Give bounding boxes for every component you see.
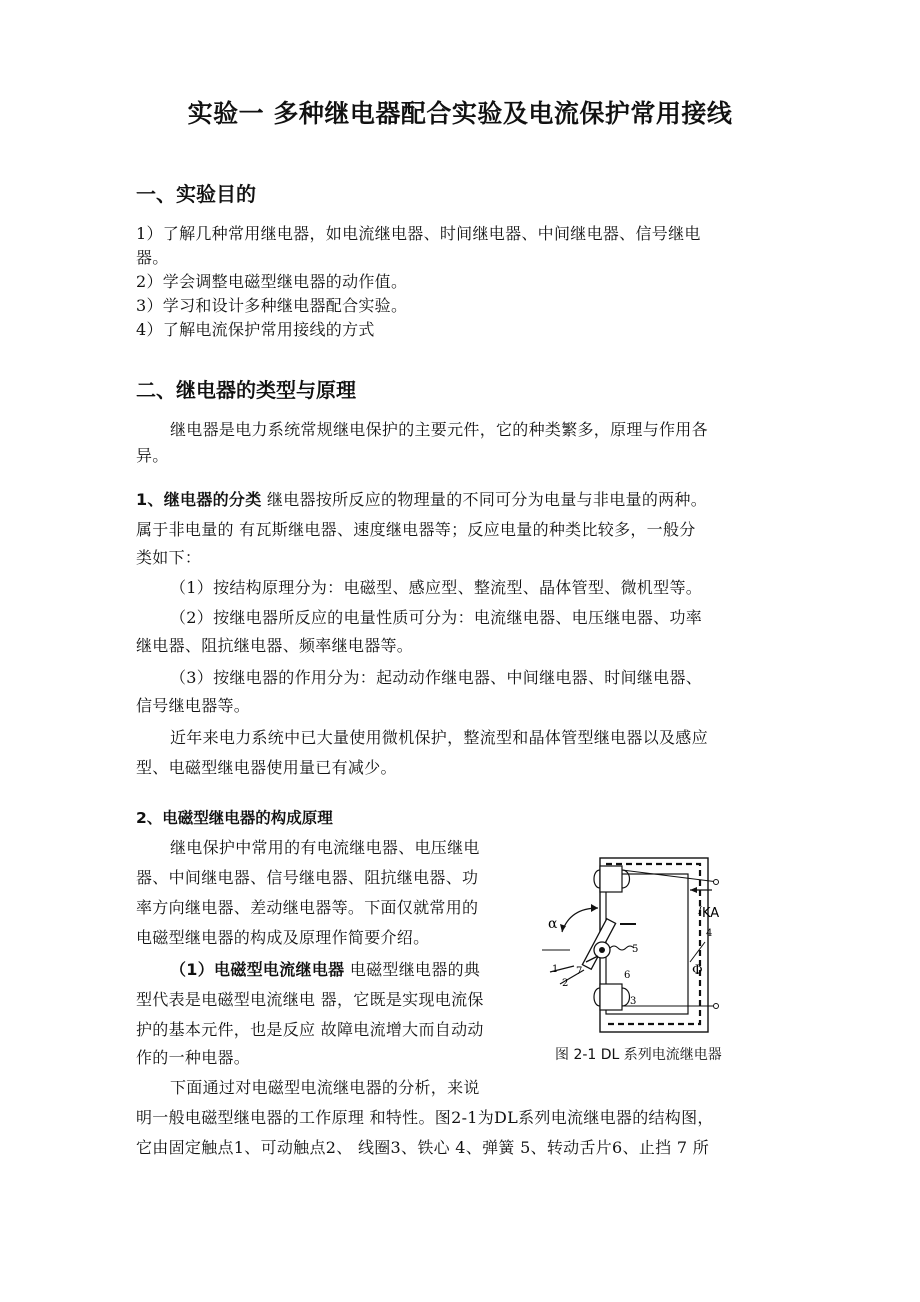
label-4: 4 [706,928,713,939]
principle-text: 继电保护中常用的有电流继电器、电压继电 [170,838,480,857]
label-ka: KA [702,906,720,921]
label-alpha: α [548,916,558,932]
principle-text: 电磁型继电器的构成及原理作简要介绍。 [136,928,430,947]
classification-list-item: 信号继电器等。 [136,696,251,715]
objective-item: 2）学会调整电磁型继电器的动作值。 [136,272,408,291]
objective-item: 3）学习和设计多种继电器配合实验。 [136,296,408,315]
label-7: 7 [576,966,583,977]
page-title: 实验一 多种继电器配合实验及电流保护常用接线 [187,99,733,128]
objective-item: 4）了解电流保护常用接线的方式 [136,320,375,339]
relay-structure-diagram [540,852,720,1037]
classification-text: 类如下： [136,548,202,567]
analysis-text: 它由固定触点1、可动触点2、 线圈3、铁心 4、弹簧 5、转动舌片6、止挡 7 所 [136,1138,709,1157]
label-i: I [698,906,702,917]
classification-paragraph [136,488,707,512]
classification-list-item: 继电器、阻抗继电器、频率继电器等。 [136,636,414,655]
current-relay-text: 型代表是电磁型电流继电 器，它既是实现电流保 [136,990,484,1009]
coil-bottom [600,984,622,1010]
section2-heading: 二、继电器的类型与原理 [136,378,356,402]
analysis-text: 下面通过对电磁型电流继电器的分析，来说 [170,1078,480,1097]
current-relay-paragraph [170,958,480,982]
section1-heading: 一、实验目的 [136,182,256,206]
intro-paragraph: 继电器是电力系统常规继电保护的主要元件，它的种类繁多，原理与作用各 [170,420,708,439]
label-5: 5 [632,944,639,955]
classification-list-item: （2）按继电器所反应的电量性质可分为：电流继电器、电压继电器、功率 [170,608,703,627]
objective-item: 器。 [136,248,169,267]
label-6: 6 [624,970,631,981]
classification-text: 继电器按所反应的物理量的不同可分为电量与非电量的两种。 [261,490,708,509]
classification-list-item: （3）按继电器的作用分为：起动动作继电器、中间继电器、时间继电器、 [170,668,703,687]
label-2: 2 [562,978,569,989]
figure-caption: 图 2-1 DL 系列电流继电器 [555,1047,722,1063]
alpha-arc [562,908,598,932]
summary-paragraph: 型、电磁型继电器使用量已有减少。 [136,758,397,777]
wire-top [622,870,718,882]
analysis-text: 明一般电磁型继电器的工作原理 和特性。图2-1为DL系列电流继电器的结构图， [136,1108,714,1127]
classification-list-item: （1）按结构原理分为：电磁型、感应型、整流型、晶体管型、微机型等。 [170,578,703,597]
principle-text: 率方向继电器、差动继电器等。下面仅就常用的 [136,898,479,917]
principle-text: 器、中间继电器、信号继电器、阻抗继电器、功 [136,868,479,887]
subsection2-heading: 2、电磁型继电器的构成原理 [136,809,333,827]
classification-lead: 1、继电器的分类 [136,490,262,509]
current-relay-text: 电磁型继电器的典 [344,960,481,979]
current-relay-lead: （1）电磁型电流继电器 [170,960,345,979]
intro-paragraph: 异。 [136,446,169,465]
summary-paragraph: 近年来电力系统中已大量使用微机保护，整流型和晶体管型继电器以及感应 [170,728,708,747]
coil-top [600,866,622,892]
spring [610,946,634,950]
label-3: 3 [630,996,637,1007]
current-relay-text: 作的一种电器。 [136,1048,251,1067]
current-relay-text: 护的基本元件，也是反应 故障电流增大而自动动 [136,1020,484,1039]
label-1: 1 [552,964,559,975]
label-phi: Φ [692,963,703,978]
objective-item: 1）了解几种常用继电器，如电流继电器、时间继电器、中间继电器、信号继电 [136,224,701,243]
classification-text: 属于非电量的 有瓦斯继电器、速度继电器等；反应电量的种类比较多，一般分 [136,520,696,539]
